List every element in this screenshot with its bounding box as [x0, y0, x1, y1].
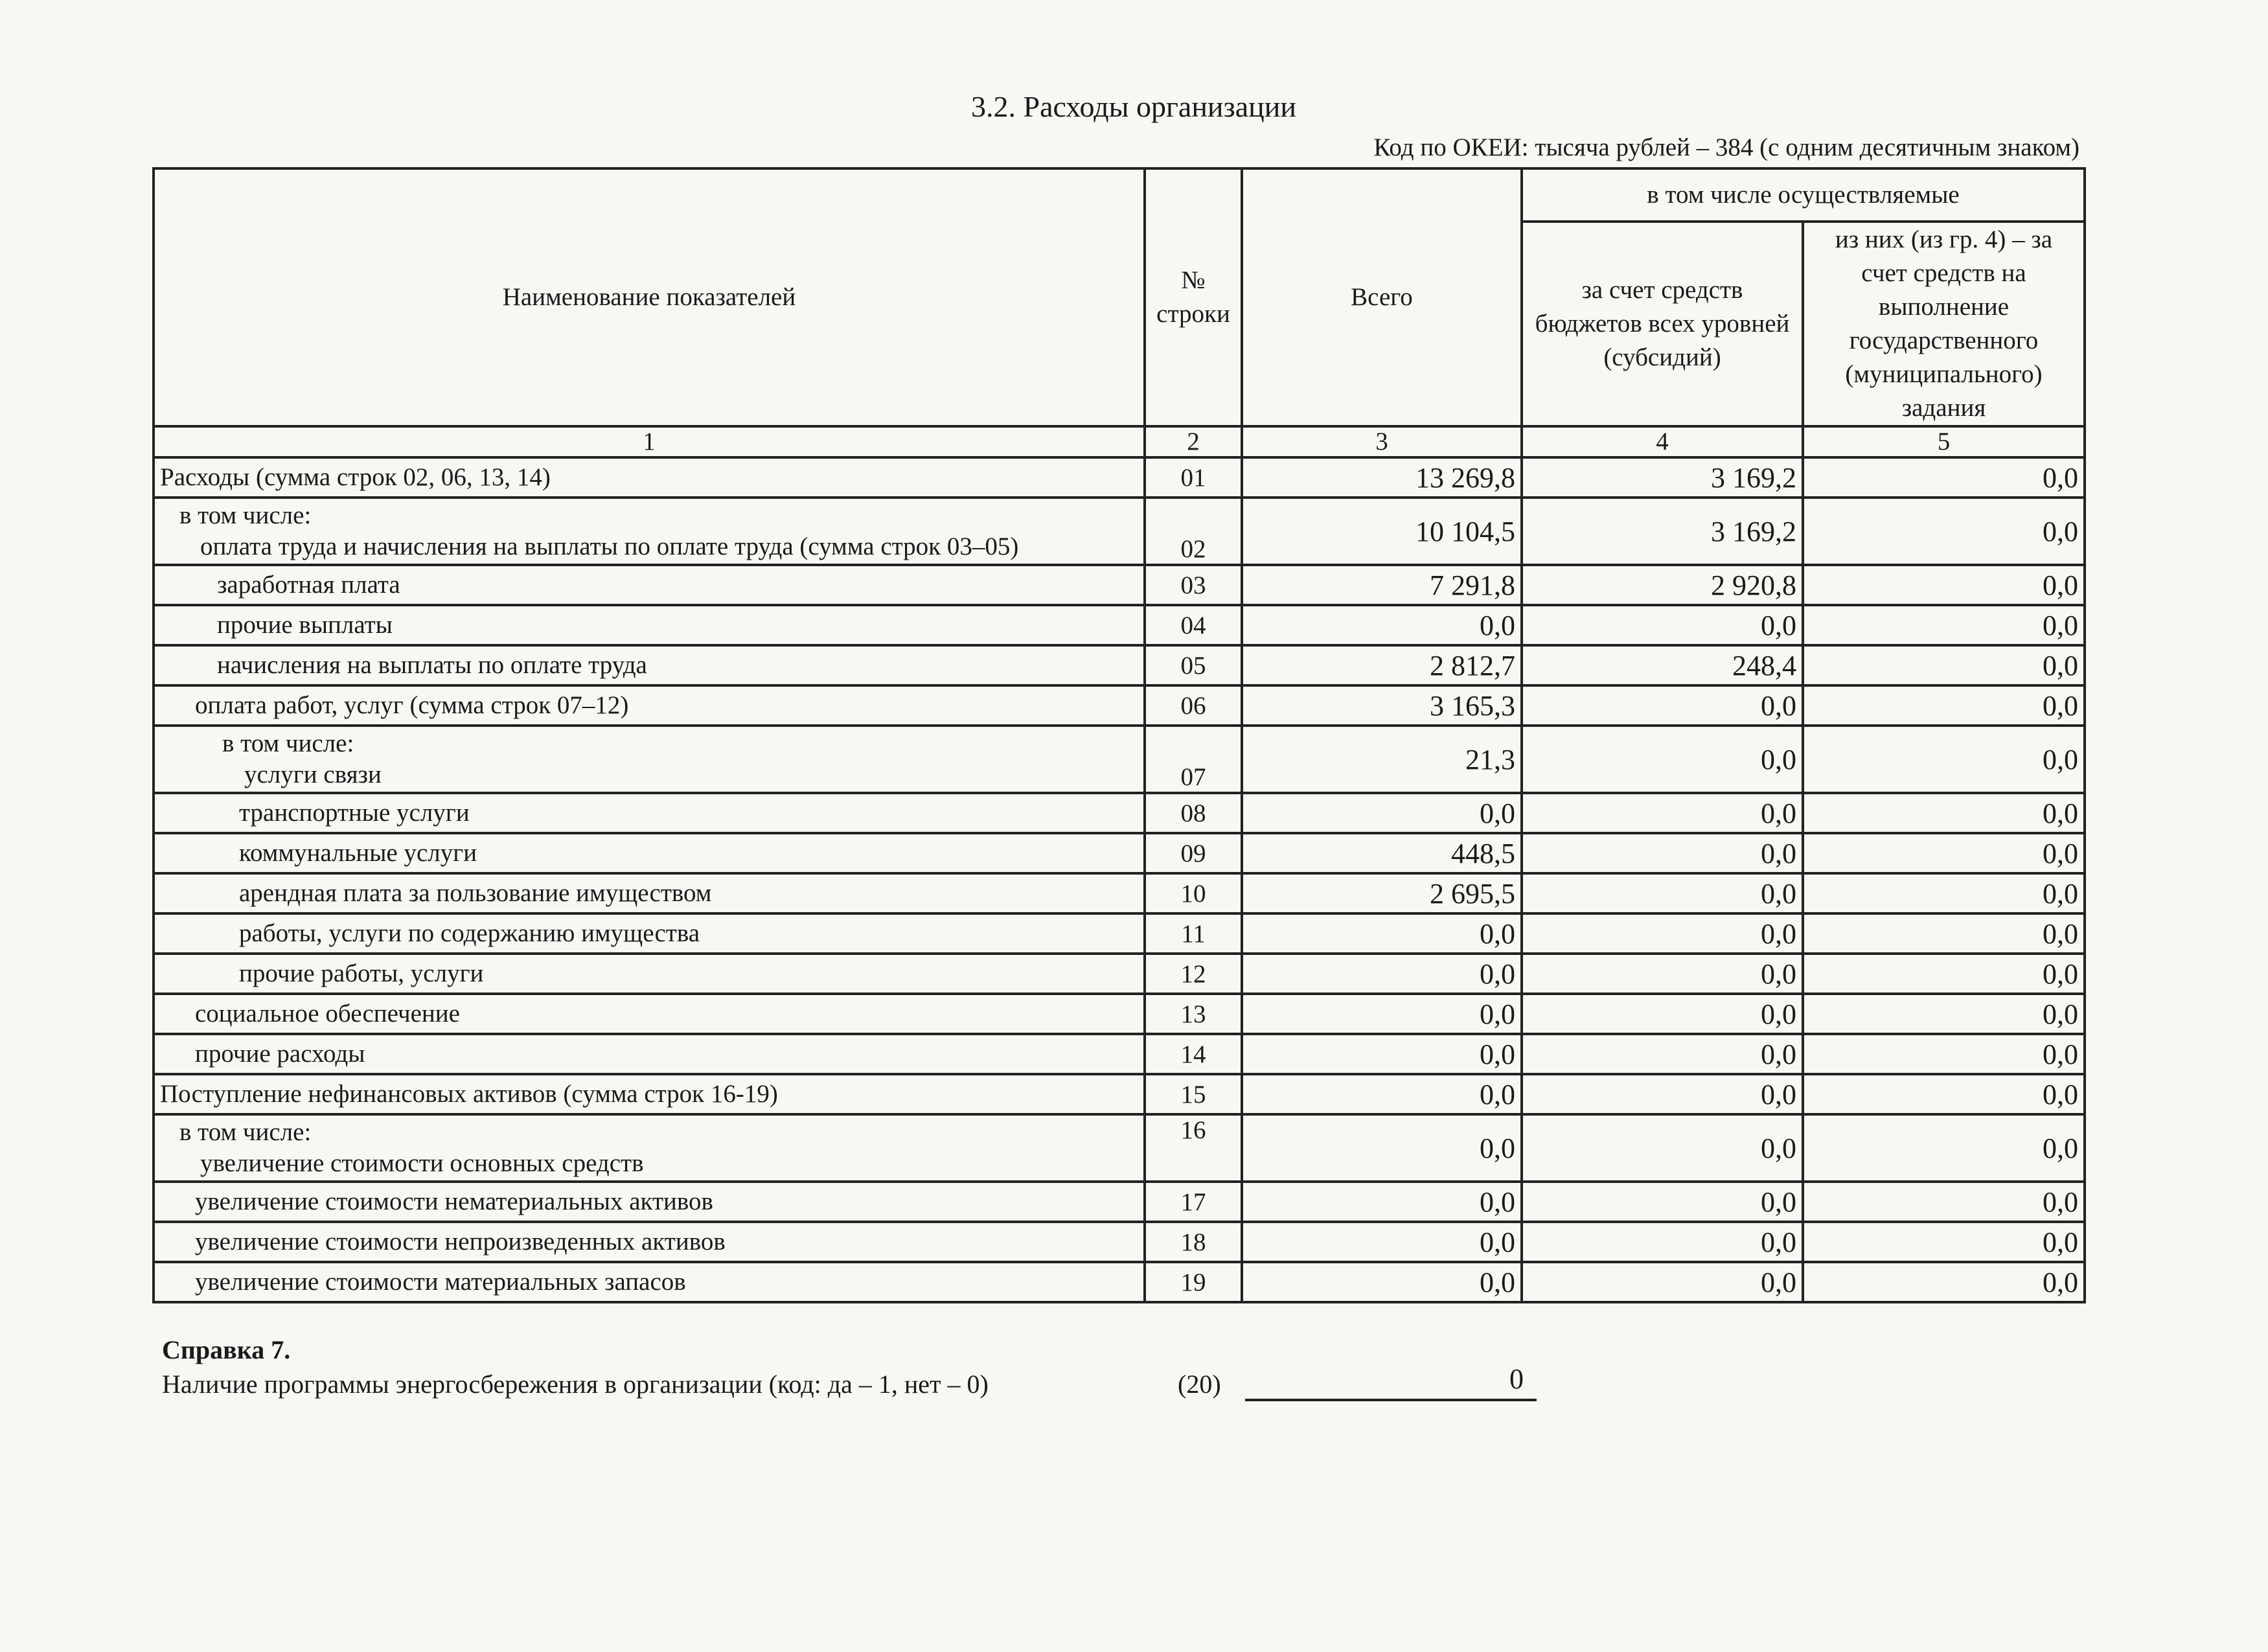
- row-budget: 0,0: [1522, 793, 1803, 833]
- col-number: 2: [1145, 426, 1242, 457]
- row-task: 0,0: [1803, 498, 2085, 565]
- row-budget: 0,0: [1522, 1114, 1803, 1182]
- header-total: Всего: [1242, 168, 1522, 426]
- table-row: [154, 1114, 2085, 1182]
- table-row: [154, 994, 2085, 1034]
- table-row: [154, 1034, 2085, 1074]
- table-row: [154, 726, 2085, 793]
- row-code: 02: [1145, 498, 1242, 565]
- row-total: 0,0: [1242, 1114, 1522, 1182]
- table-row: [154, 565, 2085, 605]
- row-budget: 0,0: [1522, 833, 1803, 873]
- col-number: 3: [1242, 426, 1522, 457]
- table-row: [154, 685, 2085, 726]
- table-row: [154, 833, 2085, 873]
- row-label: увеличение стоимости нематериальных активов: [154, 1182, 1145, 1222]
- row-label: прочие расходы: [154, 1034, 1145, 1074]
- row-label: прочие выплаты: [154, 605, 1145, 645]
- row-code: 15: [1145, 1074, 1242, 1114]
- row-total: 2 812,7: [1242, 645, 1522, 685]
- row-total: 13 269,8: [1242, 457, 1522, 498]
- row-total: 21,3: [1242, 726, 1522, 793]
- row-label: Поступление нефинансовых активов (сумма строк 16-19): [154, 1074, 1145, 1114]
- row-label: услуги связи: [244, 761, 382, 788]
- row-budget: 0,0: [1522, 954, 1803, 994]
- row-budget: 0,0: [1522, 873, 1803, 913]
- row-code: 04: [1145, 605, 1242, 645]
- row-code: 13: [1145, 994, 1242, 1034]
- row-budget: 0,0: [1522, 685, 1803, 726]
- row-task: 0,0: [1803, 726, 2085, 793]
- table-row: [154, 645, 2085, 685]
- row-code: 11: [1145, 913, 1242, 954]
- row-budget: 3 169,2: [1522, 498, 1803, 565]
- row-total: 3 165,3: [1242, 685, 1522, 726]
- col-number: 4: [1522, 426, 1803, 457]
- row-total: 0,0: [1242, 1222, 1522, 1262]
- row-budget: 248,4: [1522, 645, 1803, 685]
- reference-title: Справка 7.: [162, 1335, 291, 1364]
- row-label-cell: [154, 726, 1145, 793]
- row-task: 0,0: [1803, 913, 2085, 954]
- table-row: [154, 954, 2085, 994]
- row-task: 0,0: [1803, 457, 2085, 498]
- reference-answer-field: 0: [1245, 1362, 1537, 1401]
- row-budget: 0,0: [1522, 1262, 1803, 1302]
- okei-unit-note: Код по ОКЕИ: тысяча рублей – 384 (с одним десятичным знаком): [1373, 133, 2079, 161]
- row-task: 0,0: [1803, 954, 2085, 994]
- row-budget: 0,0: [1522, 994, 1803, 1034]
- row-label-cell: [154, 1114, 1145, 1182]
- row-code: 05: [1145, 645, 1242, 685]
- row-task: 0,0: [1803, 1222, 2085, 1262]
- table-row: [154, 457, 2085, 498]
- row-total: 0,0: [1242, 913, 1522, 954]
- row-budget: 0,0: [1522, 605, 1803, 645]
- row-task: 0,0: [1803, 565, 2085, 605]
- row-label: работы, услуги по содержанию имущества: [154, 913, 1145, 954]
- row-label: прочие работы, услуги: [154, 954, 1145, 994]
- row-label: социальное обеспечение: [154, 994, 1145, 1034]
- table-row: [154, 1222, 2085, 1262]
- row-total: 0,0: [1242, 1034, 1522, 1074]
- row-label-cell: [154, 498, 1145, 565]
- row-total: 2 695,5: [1242, 873, 1522, 913]
- row-task: 0,0: [1803, 994, 2085, 1034]
- row-task: 0,0: [1803, 873, 2085, 913]
- row-code: 17: [1145, 1182, 1242, 1222]
- row-task: 0,0: [1803, 1182, 2085, 1222]
- row-prefix: в том числе:: [179, 501, 312, 529]
- table-row: [154, 1262, 2085, 1302]
- row-task: 0,0: [1803, 793, 2085, 833]
- row-code: 09: [1145, 833, 1242, 873]
- row-budget: 2 920,8: [1522, 565, 1803, 605]
- table-row: [154, 498, 2085, 565]
- expenses-table: [152, 167, 2086, 1303]
- row-label: увеличение стоимости непроизведенных активов: [154, 1222, 1145, 1262]
- row-code: 08: [1145, 793, 1242, 833]
- row-code: 07: [1145, 726, 1242, 793]
- header-including: в том числе осуществляемые: [1522, 168, 2085, 222]
- row-budget: 0,0: [1522, 913, 1803, 954]
- row-budget: 0,0: [1522, 1222, 1803, 1262]
- row-code: 10: [1145, 873, 1242, 913]
- row-total: 0,0: [1242, 1182, 1522, 1222]
- row-code: 01: [1145, 457, 1242, 498]
- row-task: 0,0: [1803, 1262, 2085, 1302]
- row-total: 0,0: [1242, 994, 1522, 1034]
- row-total: 448,5: [1242, 833, 1522, 873]
- row-budget: 0,0: [1522, 1074, 1803, 1114]
- row-label: арендная плата за пользование имуществом: [154, 873, 1145, 913]
- section-title: 3.2. Расходы организации: [970, 90, 1296, 123]
- header-name: Наименование показателей: [154, 168, 1145, 426]
- table-row: [154, 873, 2085, 913]
- reference-question: Наличие программы энергосбережения в организации (код: да – 1, нет – 0): [162, 1370, 989, 1399]
- row-label: увеличение стоимости материальных запасов: [154, 1262, 1145, 1302]
- row-budget: 0,0: [1522, 726, 1803, 793]
- row-total: 7 291,8: [1242, 565, 1522, 605]
- row-label: увеличение стоимости основных средств: [200, 1149, 644, 1177]
- column-numbers-row: [154, 426, 2085, 457]
- table-row: [154, 913, 2085, 954]
- reference-code: (20): [1178, 1370, 1221, 1399]
- row-budget: 3 169,2: [1522, 457, 1803, 498]
- row-budget: 0,0: [1522, 1182, 1803, 1222]
- header-budget: за счет средств бюджетов всех уровней (субсидий): [1522, 222, 1803, 426]
- header-row-no: № строки: [1145, 168, 1242, 426]
- table-row: [154, 1182, 2085, 1222]
- row-code: 06: [1145, 685, 1242, 726]
- row-code: 03: [1145, 565, 1242, 605]
- row-code: 12: [1145, 954, 1242, 994]
- row-prefix: в том числе:: [222, 729, 354, 757]
- col-number: 1: [154, 426, 1145, 457]
- header-state-task: из них (из гр. 4) – за счет средств на выполнение государственного (муниципального) задания: [1803, 222, 2085, 426]
- row-label: транспортные услуги: [154, 793, 1145, 833]
- row-label: оплата труда и начисления на выплаты по оплате труда (сумма строк 03–05): [200, 533, 1019, 560]
- row-task: 0,0: [1803, 1034, 2085, 1074]
- table-row: [154, 605, 2085, 645]
- reference-section: [162, 1335, 1717, 1408]
- row-total: 0,0: [1242, 1074, 1522, 1114]
- row-task: 0,0: [1803, 605, 2085, 645]
- row-code: 16: [1145, 1114, 1242, 1182]
- row-task: 0,0: [1803, 833, 2085, 873]
- row-code: 19: [1145, 1262, 1242, 1302]
- row-label: оплата работ, услуг (сумма строк 07–12): [154, 685, 1145, 726]
- row-total: 0,0: [1242, 605, 1522, 645]
- row-code: 14: [1145, 1034, 1242, 1074]
- header-row-top: [154, 168, 2085, 222]
- table-row: [154, 793, 2085, 833]
- row-total: 0,0: [1242, 793, 1522, 833]
- row-label: заработная плата: [154, 565, 1145, 605]
- row-budget: 0,0: [1522, 1034, 1803, 1074]
- row-total: 0,0: [1242, 1262, 1522, 1302]
- row-prefix: в том числе:: [179, 1118, 312, 1146]
- row-total: 10 104,5: [1242, 498, 1522, 565]
- row-task: 0,0: [1803, 685, 2085, 726]
- row-label: начисления на выплаты по оплате труда: [154, 645, 1145, 685]
- row-code: 18: [1145, 1222, 1242, 1262]
- col-number: 5: [1803, 426, 2085, 457]
- row-total: 0,0: [1242, 954, 1522, 994]
- row-task: 0,0: [1803, 1114, 2085, 1182]
- row-label: Расходы (сумма строк 02, 06, 13, 14): [154, 457, 1145, 498]
- row-task: 0,0: [1803, 1074, 2085, 1114]
- table-row: [154, 1074, 2085, 1114]
- row-label: коммунальные услуги: [154, 833, 1145, 873]
- row-task: 0,0: [1803, 645, 2085, 685]
- reference-line: [162, 1363, 1717, 1408]
